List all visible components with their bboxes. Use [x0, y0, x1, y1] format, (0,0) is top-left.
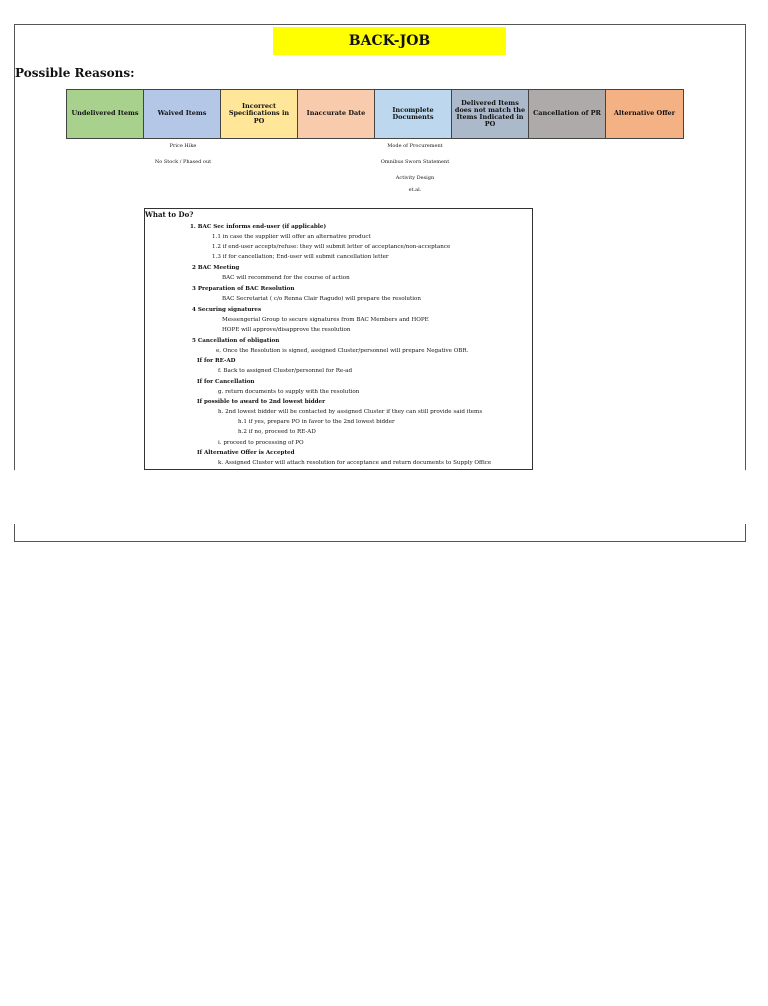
todo-line: h.1 if yes, prepare PO in favor to the 2nd lowest bidder — [238, 419, 395, 425]
reasons-row — [66, 89, 684, 139]
todo-line: Messengerial Group to secure signatures from BAC Members and HOPE — [222, 317, 429, 323]
reason-cell: Incomplete Documents — [375, 90, 452, 138]
reason-cell: Waived Items — [144, 90, 221, 138]
what-to-do-title: What to Do? — [145, 210, 194, 219]
todo-line: 1. BAC Sec informs end-user (if applicable) — [190, 224, 327, 230]
todo-line: 1.2 if end-user accepts/refuse: they will submit letter of acceptance/non-acceptance — [212, 244, 451, 250]
todo-line: 1.3 if for cancellation; End-user will submit cancellation letter — [212, 254, 389, 260]
reason-cell: Alternative Offer — [606, 90, 683, 138]
reason-cell: Delivered Items does not match the Items Indicated in PO — [452, 90, 529, 138]
todo-line: If Alternative Offer is Accepted — [197, 450, 295, 456]
todo-line: BAC Secretariat ( c/o Renna Clair Ragudo) will prepare the resolution — [222, 296, 421, 302]
what-to-do-box — [144, 208, 533, 470]
todo-line: 2 BAC Meeting — [192, 265, 240, 271]
waived-note: No Stock / Phased out — [154, 159, 212, 165]
todo-line: If for Cancellation — [197, 379, 255, 385]
todo-line: h. 2nd lowest bidder will be contacted by assigned Cluster if they can still provide said items — [218, 409, 483, 415]
todo-line: If for RE-AD — [197, 358, 236, 364]
todo-line: 5 Cancellation of obligation — [192, 338, 280, 344]
waived-note: Price Hike — [169, 143, 197, 149]
todo-line: 3 Preparation of BAC Resolution — [192, 286, 295, 292]
todo-line: e. Once the Resolution is signed, assigned Cluster/personnel will prepare Negative OBR. — [216, 348, 469, 354]
todo-line: 4 Securing signatures — [192, 307, 262, 313]
todo-line: k. Assigned Cluster will attach resolution for acceptance and return documents to Supply Office — [218, 460, 492, 466]
todo-line: f. Back to assigned Cluster/personnel for Re-ad — [218, 368, 353, 374]
todo-line: h.2 if no, proceed to RE-AD — [238, 429, 316, 435]
sheet-gap — [14, 470, 748, 524]
todo-line: If possible to award to 2nd lowest bidder — [197, 399, 326, 405]
reason-cell: Inaccurate Date — [298, 90, 375, 138]
todo-line: HOPE will approve/disapprove the resolution — [222, 327, 351, 333]
incomplete-note: et.al. — [408, 187, 422, 193]
todo-line: BAC will recommend for the course of action — [222, 275, 350, 281]
incomplete-note: Mode of Procurement — [387, 143, 443, 149]
todo-line: 1.1 in case the supplier will offer an alternative product — [212, 234, 371, 240]
todo-line: i. proceed to processing of PO — [218, 440, 304, 446]
page-title: BACK-JOB — [273, 27, 506, 55]
incomplete-note: Omnibus Sworn Statement — [380, 159, 450, 165]
possible-reasons-heading: Possible Reasons: — [15, 66, 135, 80]
reason-cell: Cancellation of PR — [529, 90, 606, 138]
reason-cell: Incorrect Specifications in PO — [221, 90, 298, 138]
incomplete-note: Activity Design — [395, 175, 435, 181]
reason-cell: Undelivered Items — [67, 90, 144, 138]
todo-line: g. return documents to supply with the resolution — [218, 389, 360, 395]
